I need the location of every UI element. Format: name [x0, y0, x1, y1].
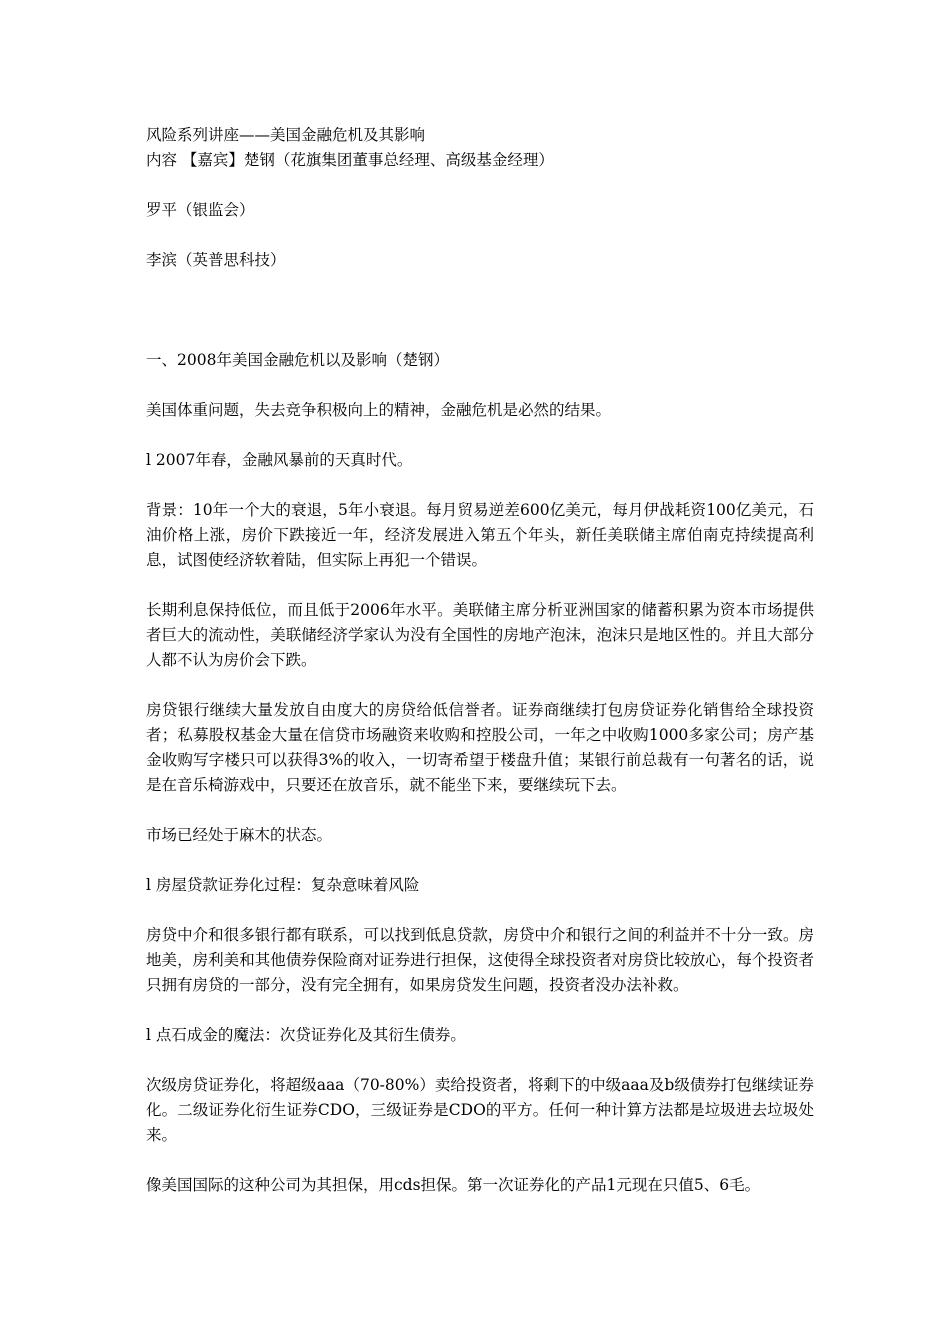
paragraph: 背景：10年一个大的衰退，5年小衰退。每月贸易逆差600亿美元，每月伊战耗资100亿美元，石油价格上涨，房价下跌接近一年，经济发展进入第五个年头，新任美联储主席伯南克持续提高利息，试图使经济软着陆，但实际上再犯一个错误。: [146, 501, 814, 569]
paragraph: 美国体重问题，失去竞争积极向上的精神，金融危机是必然的结果。: [146, 401, 612, 419]
paragraph: 长期利息保持低位，而且低于2006年水平。美联储主席分析亚洲国家的储蓄积累为资本市场提供者巨大的流动性，美联储经济学家认为没有全国性的房地产泡沫，泡沫只是地区性的。并且大部分人都不认为房价会下跌。: [146, 601, 814, 669]
bullet-item: l 点石成金的魔法：次贷证券化及其衍生债券。: [146, 1026, 466, 1044]
paragraph: 市场已经处于麻木的状态。: [146, 826, 333, 844]
paragraph: 次级房贷证券化，将超级aaa（70-80%）卖给投资者，将剩下的中级aaa及b级债券打包继续证券化。二级证券化衍生证券CDO，三级证券是CDO的平方。任何一种计算方法都是垃圾进去垃圾处来。: [146, 1076, 814, 1144]
bullet-item: l 房屋贷款证券化过程：复杂意味着风险: [146, 876, 420, 894]
document-body: [146, 123, 814, 1198]
paragraph: 房贷中介和很多银行都有联系，可以找到低息贷款，房贷中介和银行之间的利益并不十分一致。房地美，房利美和其他债券保险商对证券进行担保，这使得全球投资者对房贷比较放心，每个投资者只拥有房贷的一部分，没有完全拥有，如果房贷发生问题，投资者没办法补救。: [146, 926, 814, 994]
guests-line: 内容 【嘉宾】楚钢（花旗集团董事总经理、高级基金经理）: [146, 151, 554, 169]
paragraph: 房贷银行继续大量发放自由度大的房贷给低信誉者。证券商继续打包房贷证券化销售给全球投资者；私募股权基金大量在信贷市场融资来收购和控股公司，一年之中收购1000多家公司；房产基金收购写字楼只可以获得3%的收入，一切寄希望于楼盘升值；某银行前总裁有一句著名的话，说是在音乐椅游戏中，只要还在放音乐，就不能坐下来，要继续玩下去。: [146, 701, 814, 794]
section-heading: 一、2008年美国金融危机以及影响（楚钢）: [146, 351, 449, 369]
guest-libin: 李滨（英普思科技）: [146, 251, 286, 269]
bullet-item: l 2007年春，金融风暴前的天真时代。: [146, 451, 413, 469]
document-title: 风险系列讲座——美国金融危机及其影响: [146, 126, 426, 144]
guest-luoping: 罗平（银监会）: [146, 201, 255, 219]
paragraph: 像美国国际的这种公司为其担保，用cds担保。第一次证券化的产品1元现在只值5、6毛。: [146, 1176, 761, 1194]
